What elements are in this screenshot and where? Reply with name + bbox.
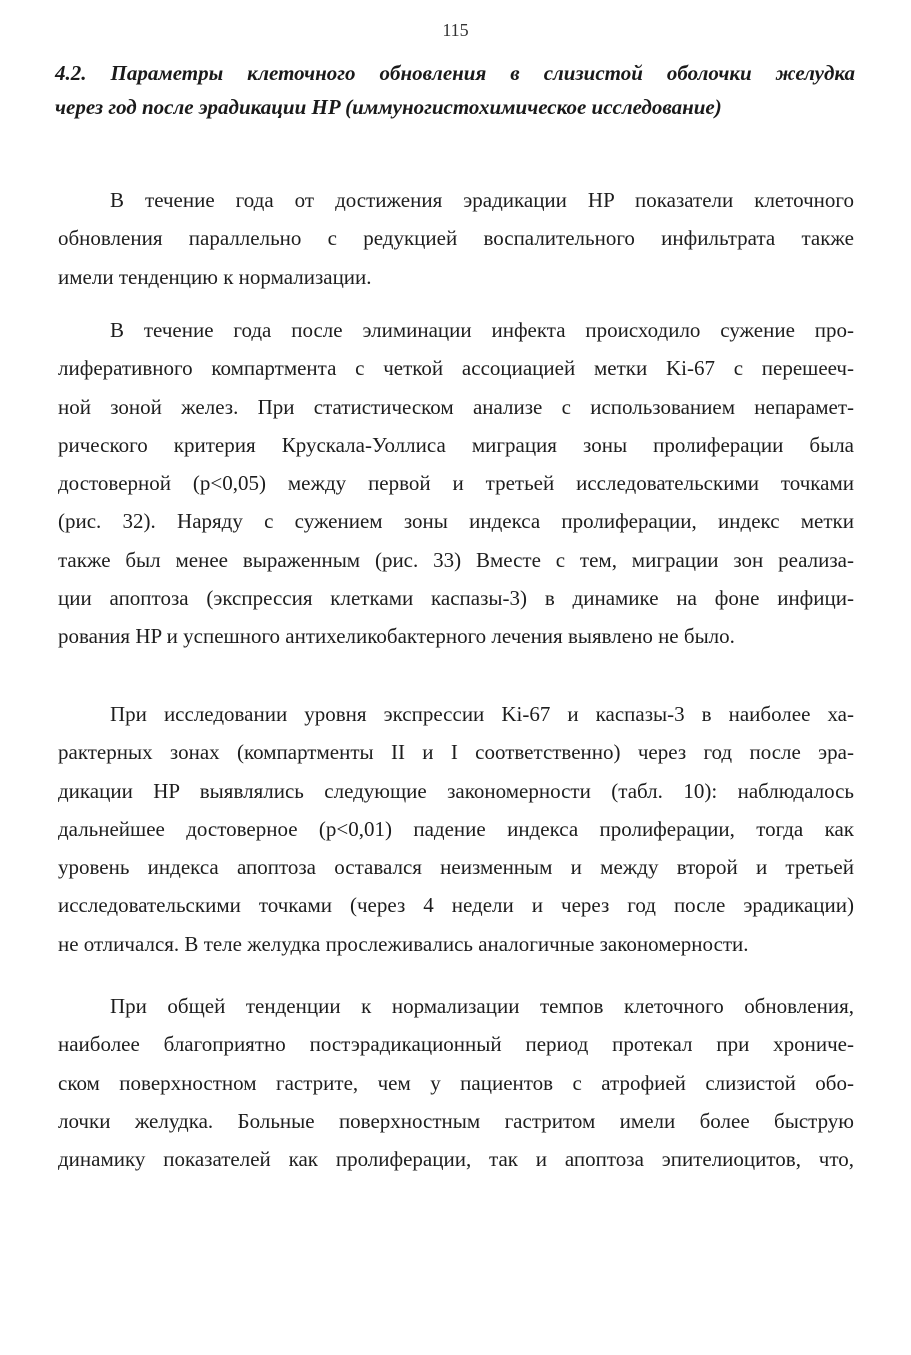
text-line: также был менее выраженным (рис. 33) Вместе с тем, миграции зон реализа- xyxy=(58,547,854,572)
page-number: 115 xyxy=(442,20,469,40)
text-line: ции апоптоза (экспрессия клетками каспазы-3) в динамике на фоне инфици- xyxy=(58,586,854,611)
text-line: обновления параллельно с редукцией воспалительного инфильтрата также xyxy=(58,226,854,251)
text-line: динамику показателей как пролиферации, так и апоптоза эпителиоцитов, что, xyxy=(58,1147,854,1172)
text-line: При исследовании уровня экспрессии Ki-67 и каспазы-3 в наиболее ха- xyxy=(110,702,854,726)
text-line: рактерных зонах (компартменты II и I соответственно) через год после эра- xyxy=(58,740,854,765)
text-line: уровень индекса апоптоза оставался неизменным и между второй и третьей xyxy=(58,855,854,880)
text-line: (рис. 32). Наряду с сужением зоны индекса пролиферации, индекс метки xyxy=(58,509,854,534)
text-line: При общей тенденции к нормализации темпов клеточного обновления, xyxy=(110,994,854,1018)
text-line: не отличался. В теле желудка прослеживались аналогичные закономерности. xyxy=(58,931,749,956)
text-line: дикации HP выявлялись следующие закономерности (табл. 10): наблюдалось xyxy=(58,778,854,803)
text-line: достоверной (р<0,05) между первой и третьей исследовательскими точками xyxy=(58,471,854,496)
text-line: В течение года после элиминации инфекта происходило сужение про- xyxy=(110,318,854,342)
text-line: В течение года от достижения эрадикации HP показатели клеточного xyxy=(110,188,854,212)
text-line: исследовательскими точками (через 4 недели и через год после эрадикации) xyxy=(58,893,854,918)
text-line: лочки желудка. Больные поверхностным гастритом имели более быструю xyxy=(58,1108,854,1133)
text-line: лиферативного компартмента с четкой ассоциацией метки Ki-67 с перешееч- xyxy=(58,356,854,381)
heading-line: 4.2. Параметры клеточного обновления в слизистой оболочки желудка xyxy=(55,61,855,85)
text-line: ском поверхностном гастрите, чем у пациентов с атрофией слизистой обо- xyxy=(58,1070,854,1095)
text-line: имели тенденцию к нормализации. xyxy=(58,264,372,289)
text-line: наиболее благоприятно постэрадикационный период протекал при хрониче- xyxy=(58,1032,854,1057)
text-line: рического критерия Крускала-Уоллиса миграция зоны пролиферации была xyxy=(58,432,854,457)
text-line: рования HP и успешного антихеликобактерного лечения выявлено не было. xyxy=(58,624,735,649)
paragraph-1 xyxy=(58,181,854,296)
paragraph-3 xyxy=(58,695,854,963)
text-line: дальнейшее достоверное (р<0,01) падение индекса пролиферации, тогда как xyxy=(58,816,854,841)
text-line: ной зоной желез. При статистическом анализе с использованием непарамет- xyxy=(58,394,854,419)
heading-line: через год после эрадикации HP (иммуногистохимическое исследование) xyxy=(55,95,722,119)
section-heading xyxy=(55,56,855,124)
paragraph-2 xyxy=(58,311,854,656)
paragraph-4 xyxy=(58,987,854,1178)
